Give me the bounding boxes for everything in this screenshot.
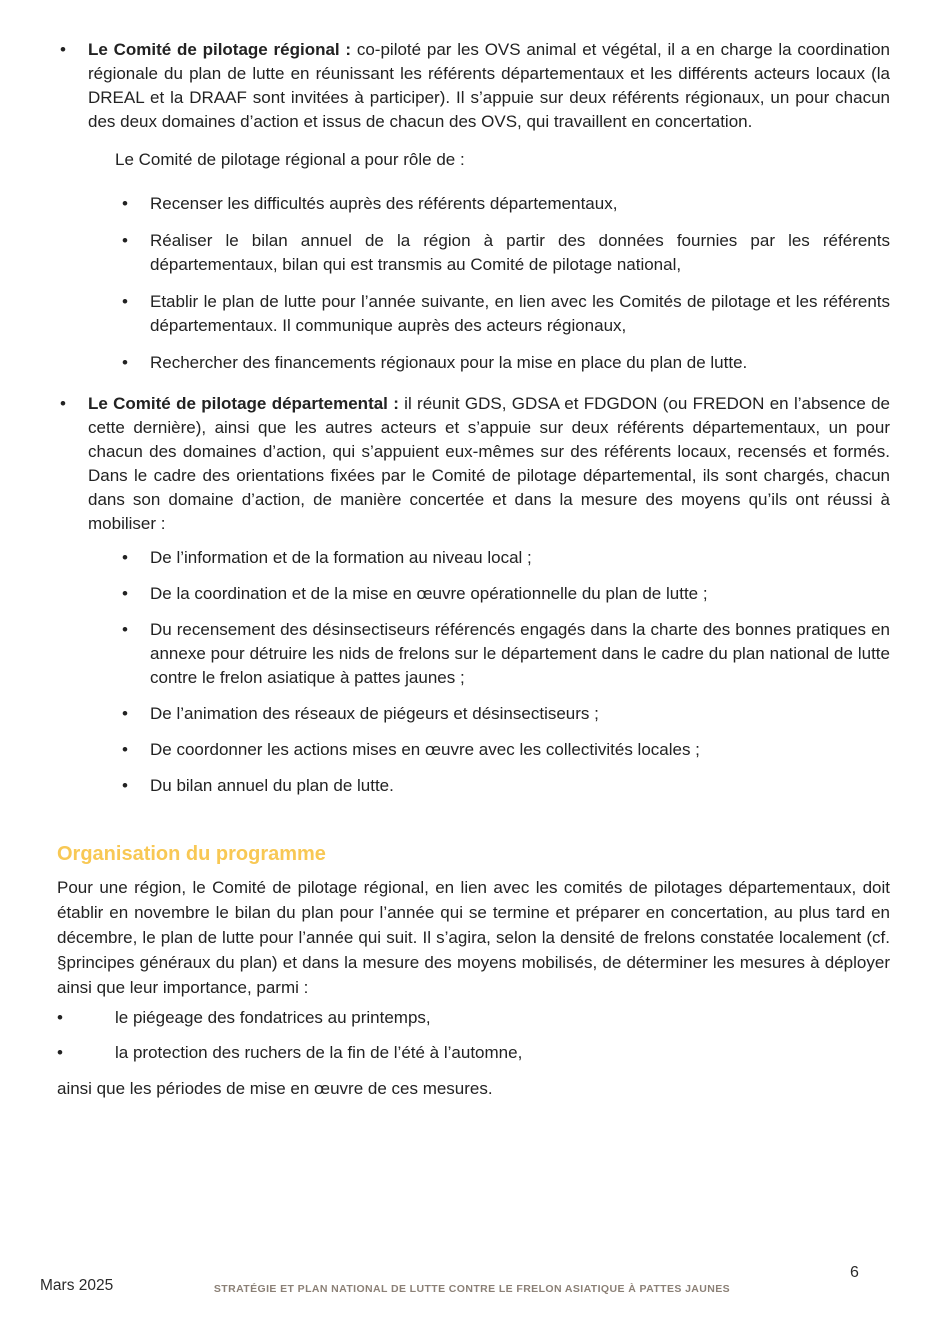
bullet-icon: • — [122, 292, 128, 311]
list-item-text: De l’animation des réseaux de piégeurs et désinsectiseurs ; — [150, 704, 599, 723]
bullet-icon: • — [122, 231, 128, 250]
organisation-measure-list — [57, 1006, 890, 1065]
list-item-text: Etablir le plan de lutte pour l’année suivante, en lien avec les Comités de pilotage et les référents départementaux. Il communique auprès des acteurs régionaux, — [150, 292, 890, 335]
list-item-comite-regional — [57, 38, 890, 134]
list-item — [57, 290, 890, 338]
list-item — [57, 229, 890, 277]
list-item-comite-departemental — [57, 392, 890, 536]
bullet-icon: • — [57, 1008, 63, 1027]
intro-role-regional: Le Comité de pilotage régional a pour rôle de : — [115, 150, 465, 169]
bullet-icon: • — [122, 194, 128, 213]
list-item — [57, 1006, 890, 1030]
list-item — [57, 738, 890, 762]
list-item — [57, 774, 890, 798]
list-item-text: le piégeage des fondatrices au printemps, — [115, 1008, 431, 1027]
list-item — [57, 582, 890, 606]
bullet-icon: • — [122, 740, 128, 759]
list-item-text: Rechercher des financements régionaux pour la mise en place du plan de lutte. — [150, 353, 748, 372]
list-item — [57, 351, 890, 375]
page-content — [57, 38, 890, 1101]
list-item-text: De la coordination et de la mise en œuvre opérationnelle du plan de lutte ; — [150, 584, 708, 603]
list-item-text: De coordonner les actions mises en œuvre avec les collectivités locales ; — [150, 740, 700, 759]
bullet-icon: • — [122, 548, 128, 567]
departemental-duty-list — [57, 546, 890, 798]
body-comite-departemental: il réunit GDS, GDSA et FDGDON (ou FREDON en l’absence de cette dernière), ainsi que les autres acteurs et s’appuie sur deux référents départementaux, un pour chacun des domaines d’action, qui s’appuient eux-mêmes sur des référents locaux, recensés et formés. Dans le cadre des orientations fixées par le Comité de pilotage départemental, ils sont chargés, chacun dans son domaine d’action, de manière concertée et dans la mesure des moyens qu’ils ont réussi à mobiliser : — [88, 394, 890, 533]
bullet-icon: • — [122, 776, 128, 795]
bullet-icon: • — [122, 584, 128, 603]
paragraph-organisation: Pour une région, le Comité de pilotage régional, en lien avec les comités de pilotages départementaux, doit établir en novembre le bilan du plan pour l’année qui se termine et préparer en concertation, au plus tard en décembre, le plan de lutte pour l’année qui suit. Il s’agira, selon la densité de frelons constatée localement (cf. §principes généraux du plan) et dans la mesure des moyens mobilisés, de déterminer les mesures à déployer ainsi que leur importance, parmi : — [57, 878, 890, 997]
list-item-text: la protection des ruchers de la fin de l’été à l’automne, — [115, 1043, 523, 1062]
bullet-icon: • — [57, 1043, 63, 1062]
list-item — [57, 546, 890, 570]
bullet-icon: • — [60, 40, 66, 59]
list-item — [57, 1041, 890, 1065]
bullet-icon: • — [60, 394, 66, 413]
footer-page-number: 6 — [850, 1264, 859, 1281]
list-item — [57, 618, 890, 690]
bullet-icon: • — [122, 620, 128, 639]
bold-lead-comite-regional: Le Comité de pilotage régional : — [88, 40, 352, 59]
footer-date: Mars 2025 — [40, 1277, 114, 1294]
footer-document-title: STRATÉGIE ET PLAN NATIONAL DE LUTTE CONTRE LE FRELON ASIATIQUE À PATTES JAUNES — [213, 1283, 731, 1295]
section-heading-organisation: Organisation du programme — [57, 843, 326, 865]
list-item-text: Du recensement des désinsectiseurs référencés engagés dans la charte des bonnes pratiques en annexe pour détruire les nids de frelons sur le département dans le cadre du plan national de lutte contre le frelon asiatique à pattes jaunes ; — [150, 620, 890, 687]
bold-lead-comite-departemental: Le Comité de pilotage départemental : — [88, 394, 399, 413]
body-comite-regional: co-piloté par les OVS animal et végétal, il a en charge la coordination régionale du plan de lutte en réunissant les référents départementaux et les différents acteurs locaux (la DREAL et la DRAAF sont invitées à participer). Il s’appuie sur deux référents régionaux, un pour chacun des deux domaines d’action et issus de chacun des OVS, qui travaillent en concertation. — [88, 40, 891, 131]
list-item-text: Du bilan annuel du plan de lutte. — [150, 776, 394, 795]
list-item — [57, 192, 890, 216]
list-item-text: De l’information et de la formation au niveau local ; — [150, 548, 532, 567]
bullet-icon: • — [122, 704, 128, 723]
bullet-icon: • — [122, 353, 128, 372]
closing-line: ainsi que les périodes de mise en œuvre de ces mesures. — [57, 1079, 493, 1098]
list-item — [57, 702, 890, 726]
regional-role-list — [57, 192, 890, 375]
paragraph-comite-regional — [88, 38, 890, 134]
list-item-text: Recenser les difficultés auprès des référents départementaux, — [150, 194, 618, 213]
paragraph-comite-departemental — [88, 392, 890, 536]
list-item-text: Réaliser le bilan annuel de la région à partir des données fournies par les référents départementaux, bilan qui est transmis au Comité de pilotage national, — [150, 231, 890, 274]
